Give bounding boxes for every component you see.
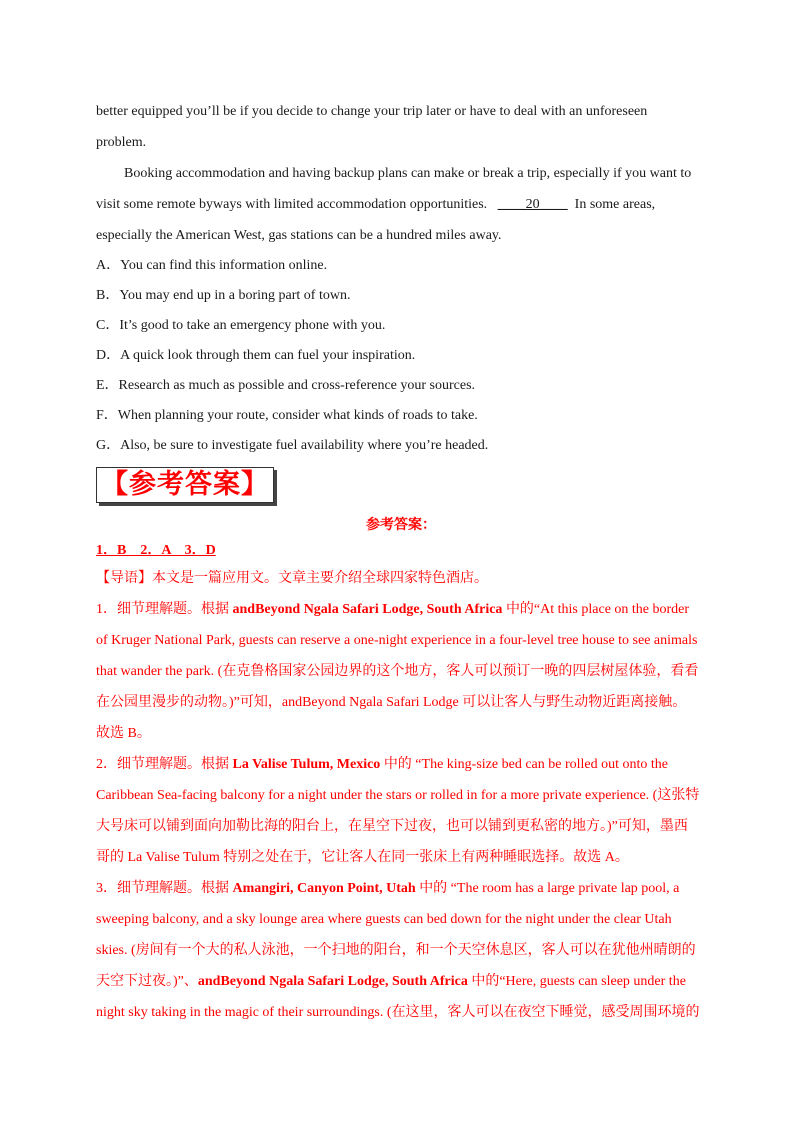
document-page (96, 96, 706, 1028)
explanation-text: 中的“At this place on the border (502, 602, 690, 617)
explanation-line: skies. (房间有一个大的私人泳池，一个扫地的阳台，和一个天空休息区，客人可以在犹他州晴朗的 (96, 943, 696, 958)
passage-text: In some areas, (574, 197, 656, 212)
explanation-line: 故选 B。 (96, 726, 151, 741)
answer-blank-20: ____20____ (497, 197, 568, 212)
answer-key: 1．B 2．A 3．D (96, 543, 216, 558)
explanation-line (96, 873, 706, 904)
answer-section (96, 513, 706, 1028)
explanation-line (96, 594, 706, 625)
guide-text: 【导语】本文是一篇应用文。文章主要介绍全球四家特色酒店。 (96, 571, 488, 586)
explanation-line: 在公园里漫步的动物。)”可知，andBeyond Ngala Safari Lodge 可以让客人与野生动物近距离接触。 (96, 695, 687, 710)
explanation-text: 2．细节理解题。根据 (96, 757, 233, 772)
explanation-line: night sky taking in the magic of their surroundings. (在这里，客人可以在夜空下睡觉，感受周围环境的 (96, 1005, 700, 1020)
passage-line: especially the American West, gas stations can be a hundred miles away. (96, 228, 502, 243)
explanation-line (96, 966, 706, 997)
passage-text: visit some remote byways with limited accommodation opportunities. (96, 197, 488, 212)
passage-line: problem. (96, 135, 147, 150)
option-b: B．You may end up in a boring part of town. (96, 288, 351, 303)
explanation-text: 中的 “The king-size bed can be rolled out onto the (380, 757, 669, 772)
explanation-text: 中的“Here, guests can sleep under the (467, 974, 686, 989)
option-c: C．It’s good to take an emergency phone with you. (96, 318, 386, 333)
explanation-line: Caribbean Sea-facing balcony for a night under the stars or rolled in for a more private experience. (这张特 (96, 788, 700, 803)
explanation-line: that wander the park. (在克鲁格国家公园边界的这个地方，客人可以预订一晚的四层树屋体验，看看 (96, 664, 699, 679)
explanation-text: 1．细节理解题。根据 (96, 602, 233, 617)
answer-heading: 参考答案： (366, 518, 436, 533)
explanation-line: 大号床可以铺到面向加勒比海的阳台上，在星空下过夜，也可以铺到更私密的地方。)”可知，墨西 (96, 819, 688, 834)
explanation-text: 中的 “The room has a large private lap pool, a (415, 881, 680, 896)
hotel-name: andBeyond Ngala Safari Lodge, South Africa (197, 974, 468, 989)
option-e: E．Research as much as possible and cross-reference your sources. (96, 378, 476, 393)
explanation-line (96, 749, 706, 780)
option-a: A．You can find this information online. (96, 258, 328, 273)
section-title: 【参考答案】 (96, 467, 274, 503)
explanation-text: 3．细节理解题。根据 (96, 881, 233, 896)
explanation-text: 天空下过夜。)”、 (96, 974, 198, 989)
hotel-name: andBeyond Ngala Safari Lodge, South Africa (232, 602, 503, 617)
explanation-line: of Kruger National Park, guests can reserve a one-night experience in a four-level tree house to see animals (96, 633, 698, 648)
option-d: D．A quick look through them can fuel your inspiration. (96, 348, 416, 363)
option-f: F．When planning your route, consider what kinds of roads to take. (96, 408, 478, 423)
hotel-name: La Valise Tulum, Mexico (232, 757, 381, 772)
explanation-line: sweeping balcony, and a sky lounge area where guests can bed down for the night under the clear Utah (96, 912, 672, 927)
explanation-line: 哥的 La Valise Tulum 特别之处在于，它让客人在同一张床上有两种睡眠选择。故选 A。 (96, 850, 629, 865)
passage-line: better equipped you’ll be if you decide to change your trip later or have to deal with an unforeseen (96, 104, 648, 119)
passage-line (96, 189, 706, 220)
option-g: G．Also, be sure to investigate fuel availability where you’re headed. (96, 438, 489, 453)
hotel-name: Amangiri, Canyon Point, Utah (232, 881, 416, 896)
passage-line: Booking accommodation and having backup plans can make or break a trip, especially if you want to (124, 166, 692, 181)
